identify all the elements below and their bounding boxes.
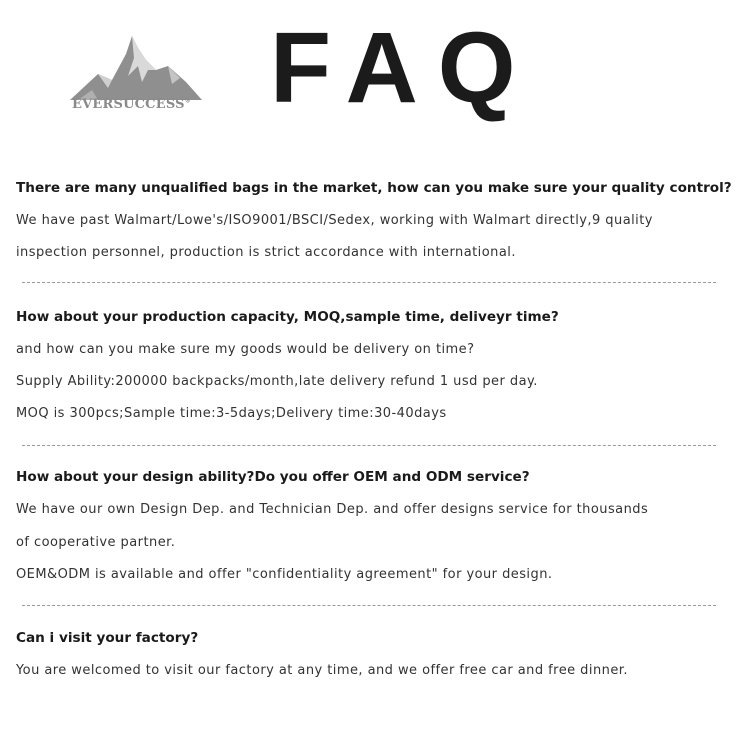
faq-answer-line: We have our own Design Dep. and Technician Dep. and offer designs service for thousands: [16, 502, 649, 517]
mountain-logo-icon: [68, 30, 203, 100]
faq-answer-line: inspection personnel, production is strict accordance with international.: [16, 245, 516, 260]
section-divider: [22, 282, 716, 283]
faq-answer-line: and how can you make sure my goods would be delivery on time?: [16, 342, 475, 357]
faq-question-visit: Can i visit your factory?: [16, 630, 199, 646]
section-divider: [22, 445, 716, 446]
faq-question-design: How about your design ability?Do you offer OEM and ODM service?: [16, 469, 530, 485]
faq-question-capacity: How about your production capacity, MOQ,sample time, deliveyr time?: [16, 309, 559, 325]
faq-answer-line: Supply Ability:200000 backpacks/month,late delivery refund 1 usd per day.: [16, 374, 538, 389]
faq-answer-line: of cooperative partner.: [16, 535, 176, 550]
brand-name: EVERSUCCESS®: [72, 97, 191, 112]
faq-answer-line: You are welcomed to visit our factory at any time, and we offer free car and free dinner.: [16, 663, 628, 678]
faq-question-quality: There are many unqualified bags in the market, how can you make sure your quality control?: [16, 180, 732, 196]
faq-answer-line: We have past Walmart/Lowe's/ISO9001/BSCI/Sedex, working with Walmart directly,9 quality: [16, 213, 653, 228]
faq-answer-line: MOQ is 300pcs;Sample time:3-5days;Delivery time:30-40days: [16, 406, 447, 421]
registered-mark: ®: [184, 97, 191, 105]
page-title: FAQ: [270, 12, 536, 124]
section-divider: [22, 605, 716, 606]
faq-answer-line: OEM&ODM is available and offer "confidentiality agreement" for your design.: [16, 567, 553, 582]
